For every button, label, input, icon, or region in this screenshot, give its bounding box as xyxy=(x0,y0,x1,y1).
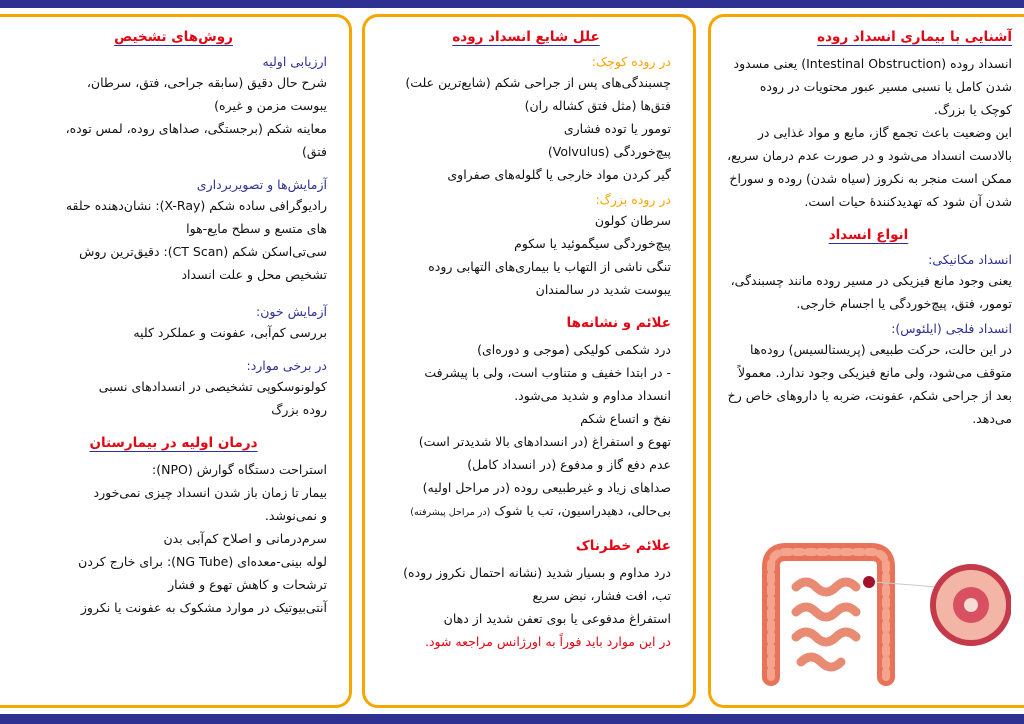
symptoms-title: علائم و نشانه‌ها xyxy=(566,315,671,331)
list-item: های متسع و سطح مایع-هوا xyxy=(186,221,327,236)
list-item: سرطان کولون xyxy=(594,213,671,228)
list-item: سرم‌درمانی و اصلاح کم‌آبی بدن xyxy=(163,531,327,546)
list-item: پیچ‌خوردگی سیگموئید یا سکوم xyxy=(514,236,671,251)
list-item: یبوست شدید در سالمندان xyxy=(535,282,671,297)
list-item: کولونوسکوپی تشخیصی در انسدادهای نسبی xyxy=(98,379,327,394)
list-item: تنگی ناشی از التهاب یا بیماری‌های التهابی روده xyxy=(428,259,671,274)
initial-assessment-label: ارزیابی اولیه xyxy=(262,54,327,69)
some-cases-list xyxy=(20,375,327,421)
symptoms-list xyxy=(381,338,671,524)
list-item: فتق) xyxy=(301,144,327,159)
large-intestine-list xyxy=(381,209,671,301)
list-item: بیمار تا زمان باز شدن انسداد چیزی نمی‌خورد xyxy=(93,485,327,500)
imaging-label: آزمایش‌ها و تصویربرداری xyxy=(196,177,327,192)
treatment-list xyxy=(20,458,327,619)
list-item: چسبندگی‌های پس از جراحی شکم (شایع‌ترین علت) xyxy=(405,75,671,90)
diagnosis-title: روش‌های تشخیص xyxy=(114,29,233,45)
initial-assessment-list xyxy=(20,71,327,163)
treatment-title: درمان اولیه در بیمارستان xyxy=(89,435,258,451)
list-item: لوله بینی-معده‌ای (NG Tube): برای خارج کردن xyxy=(78,554,327,569)
functional-label: انسداد فلجی (ایلئوس): xyxy=(891,321,1012,336)
large-intestine-label: در روده بزرگ: xyxy=(595,192,671,207)
imaging-list xyxy=(20,194,327,286)
types-title: انواع انسداد xyxy=(828,227,909,243)
list-item: تشخیص محل و علت انسداد xyxy=(181,267,327,282)
some-cases-label: در برخی موارد: xyxy=(246,358,327,373)
blood-test-label: آزمایش خون: xyxy=(256,304,327,319)
intro-paragraph-1: انسداد روده (Intestinal Obstruction) یعنی مسدود شدن کامل یا نسبی مسیر عبور محتویات در روده کوچک یا بزرگ. xyxy=(733,56,1012,117)
list-item: صداهای زیاد و غیرطبیعی روده (در مراحل اولیه) xyxy=(422,480,671,495)
list-item: - در ابتدا خفیف و متناوب است، ولی با پیشرفت xyxy=(424,365,671,380)
list-item: نفخ و اتساع شکم xyxy=(580,411,671,426)
small-intestine-list xyxy=(381,71,671,186)
list-item xyxy=(381,499,671,524)
list-item: تب، افت فشار، نبض سریع xyxy=(532,588,671,603)
list-item: ترشحات و کاهش تهوع و فشار xyxy=(168,577,327,592)
right-panel xyxy=(708,14,1024,708)
list-item: تهوع و استفراغ (در انسدادهای بالا شدیدتر است) xyxy=(418,434,671,449)
list-item: درد شکمی کولیکی (موجی و دوره‌ای) xyxy=(477,342,671,357)
list-item: تومور یا توده فشاری xyxy=(563,121,671,136)
list-item: معاینه شکم (برجستگی، صداهای روده، لمس توده، xyxy=(65,121,327,136)
intro-title: آشنایی با بیماری انسداد روده xyxy=(817,29,1012,45)
list-item: سی‌تی‌اسکن شکم (CT Scan): دقیق‌ترین روش xyxy=(79,244,327,259)
list-item: عدم دفع گاز و مدفوع (در انسداد کامل) xyxy=(467,457,671,472)
mechanical-label: انسداد مکانیکی: xyxy=(928,252,1012,267)
left-panel xyxy=(0,14,352,708)
functional-text: در این حالت، حرکت طبیعی (پریستالسیس) روده‌ها متوقف می‌شود، ولی مانع فیزیکی وجود ندارد. معمولاً بعد از جراحی شکم، عفونت، ضربه یا داروهای خاص رخ می‌دهد. xyxy=(727,342,1012,426)
intestine-illustration xyxy=(741,537,1011,687)
danger-list xyxy=(381,561,671,653)
blood-test-text: بررسی کم‌آبی، عفونت و عملکرد کلیه xyxy=(133,325,327,340)
list-item: پیچ‌خوردگی (Volvulus) xyxy=(547,144,671,159)
danger-title: علائم خطرناک xyxy=(575,538,671,554)
middle-panel xyxy=(362,14,696,708)
symptoms-last-note: (در مراحل پیشرفته) xyxy=(410,507,491,518)
list-item: روده بزرگ xyxy=(271,402,327,417)
list-item: استفراغ مدفوعی یا بوی تعفن شدید از دهان xyxy=(443,611,671,626)
list-item: و نمی‌نوشد. xyxy=(264,508,327,523)
list-item: استراحت دستگاه گوارش (NPO): xyxy=(152,462,327,477)
list-item: یبوست مزمن و غیره) xyxy=(214,98,327,113)
list-item: رادیوگرافی ساده شکم (X-Ray): نشان‌دهنده حلقه xyxy=(65,198,327,213)
list-item: فتق‌ها (مثل فتق کشاله ران) xyxy=(524,98,671,113)
small-intestine-label: در روده کوچک: xyxy=(591,54,671,69)
bottom-frame-bar xyxy=(0,714,1024,724)
list-item: درد مداوم و بسیار شدید (نشانه احتمال نکروز روده) xyxy=(403,565,671,580)
danger-warning: در این موارد باید فوراً به اورژانس مراجعه شود. xyxy=(424,634,671,649)
causes-title: علل شایع انسداد روده xyxy=(452,29,600,45)
top-frame-bar xyxy=(0,0,1024,8)
list-item: شرح حال دقیق (سابقه جراحی، فتق، سرطان، xyxy=(86,75,327,90)
obstruction-spot-icon xyxy=(863,576,875,588)
list-item: انسداد مداوم و شدید می‌شود. xyxy=(514,388,671,403)
list-item: آنتی‌بیوتیک در موارد مشکوک به عفونت یا نکروز xyxy=(80,600,327,615)
mechanical-text: یعنی وجود مانع فیزیکی در مسیر روده مانند چسبندگی، تومور، فتق، پیچ‌خوردگی یا اجسام خارجی. xyxy=(730,273,1012,311)
symptoms-last: بی‌حالی، دهیدراسیون، تب یا شوک xyxy=(494,503,671,518)
intro-paragraph-2: این وضعیت باعث تجمع گاز، مایع و مواد غذایی در بالادست انسداد می‌شود و در صورت عدم درمان سریع، ممکن است منجر به نکروز (سیاه شدن) روده و سوراخ شدن آن شود که تهدیدکنندهٔ حیات است. xyxy=(727,125,1012,209)
list-item: گیر کردن مواد خارجی یا گلوله‌های صفراوی xyxy=(447,167,671,182)
